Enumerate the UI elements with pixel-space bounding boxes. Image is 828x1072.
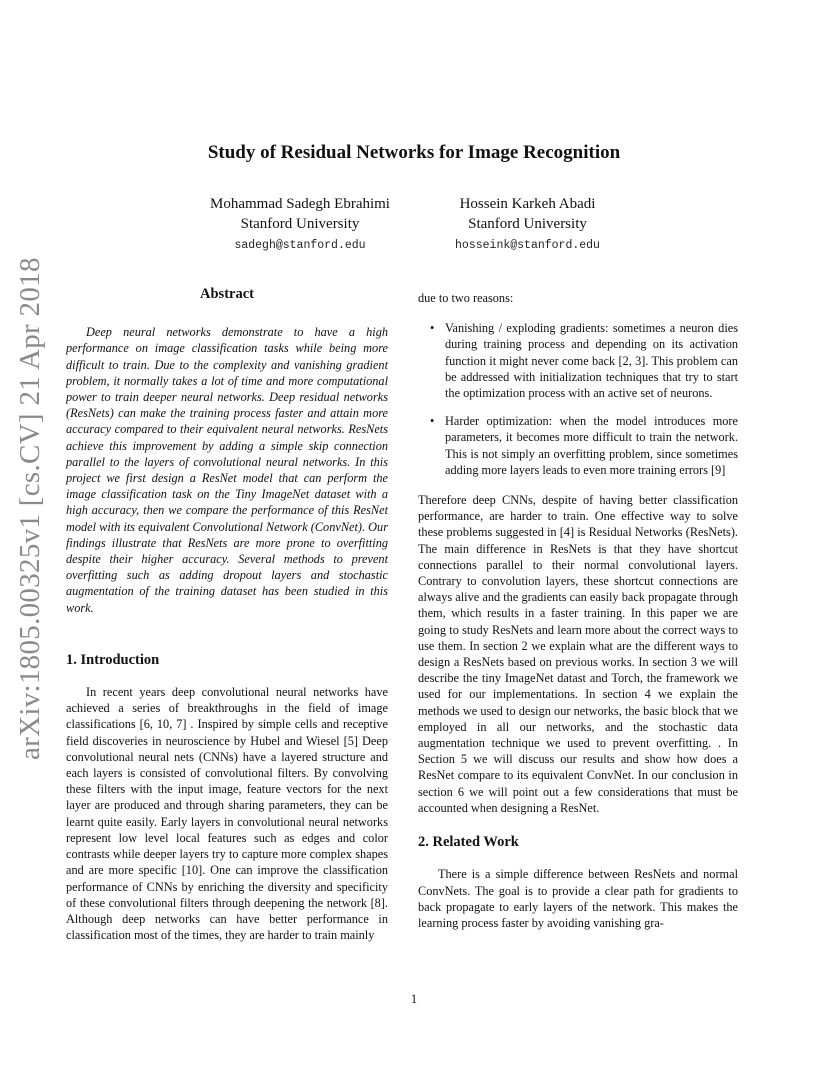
body-paragraph: Therefore deep CNNs, despite of having better classification performance, are harder to train. One effective way to solve these problems suggested in [4] is Residual Networks (ResNets). The main difference in ResNets is that they have shortcut connections parallel to their normal convolutional layers. Contrary to convolution layers, these shortcut connections are always alive and the gradients can easily back propagate through them, which results in a faster training. In this paper we are going to study ResNets and learn more about the correct ways to use them. In section 2 we explain what are the different ways to design a ResNets based on previous works. In section 3 we will describe the tiny ImageNet datast and Torch, the framework we used for our implementations. In section 4 we explain the methods we used to design our networks, the basic block that we employed in all our networks, and the stochastic data augmentation technique we used to prevent overfitting. . In Section 5 we will discuss our results and show how does a ResNet compare to its equivalent ConvNet. In our conclusion in section 6 we will point out a few considerations that must be accounted when designing a ResNet. [418, 493, 738, 815]
reasons-list [418, 320, 738, 478]
author-affiliation: Stanford University [468, 216, 587, 232]
introduction-heading: 1. Introduction [66, 651, 160, 668]
right-column [418, 290, 738, 931]
list-item-text: Vanishing / exploding gradients: sometimes a neuron dies during training process and depending on its activation function it might never come back [2, 3]. This problem can be addressed with initialization techniques that try to start the optimization process with an active set of neurons. [445, 321, 738, 401]
author-name: Hossein Karkeh Abadi [459, 196, 596, 212]
list-item-text: Harder optimization: when the model introduces more parameters, it becomes more difficult to train the network. This is not simply an overfitting problem, since sometimes adding more layers leads to even more training errors [9] [445, 414, 738, 477]
list-item [418, 320, 738, 401]
bullet-icon: • [430, 321, 435, 336]
abstract-heading: Abstract [200, 286, 254, 302]
related-work-heading: 2. Related Work [418, 834, 519, 851]
author-name: Mohammad Sadegh Ebrahimi [210, 196, 390, 212]
author-block-2 [430, 194, 625, 256]
paper-title: Study of Residual Networks for Image Recognition [207, 142, 621, 163]
abstract-text: Deep neural networks demonstrate to have a high performance on image classification tasks while being more difficult to train. Due to the complexity and vanishing gradient problem, it normally takes a lot of time and more computational power to train deeper neural networks. Deep residual networks (ResNets) can make the training process faster and attain more accuracy compared to their equivalent neural networks. ResNets achieve this improvement by adding a simple skip connection parallel to the layers of convolutional neural networks. In this project we first design a ResNet model that can perform the image classification task on the Tiny ImageNet dataset with a high accuracy, then we compare the performance of this ResNet model with its equivalent Convolutional Network (ConvNet). Our findings illustrate that ResNets are more prone to overfitting despite their higher accuracy. Several methods to prevent overfitting such as adding dropout layers and stochastic augmentation of the training dataset has been studied in this work. [66, 325, 388, 615]
related-work-text: There is a simple difference between ResNets and normal ConvNets. The goal is to provide a clear path for gradients to back propagate to early layers of the network. This makes the learning process faster by avoiding vanishing gra- [418, 867, 738, 930]
author-email: hosseink@stanford.edu [455, 239, 600, 252]
author-affiliation: Stanford University [240, 216, 360, 232]
left-column [66, 286, 388, 943]
continued-text: due to two reasons: [418, 291, 514, 305]
bullet-icon: • [430, 414, 435, 429]
arxiv-identifier: arXiv:1805.00325v1 [cs.CV] 21 Apr 2018 [14, 257, 46, 760]
list-item [418, 413, 738, 478]
page-number: 1 [410, 992, 418, 1006]
author-block-1 [200, 194, 400, 256]
introduction-text: In recent years deep convolutional neural networks have achieved a series of breakthroughs in the field of image classifications [6, 10, 7] . Inspired by simple cells and receptive field discoveries in neuroscience by Hubel and Wiesel [5] Deep convolutional neural nets (CNNs) have a layered structure and each layers is consisted of convolutional filters. By convolving these filters with the input image, feature vectors for the next layer are produced and through sharing parameters, they can be learnt quite easily. Early layers in convolutional neural networks represent low level local features such as edges and color contrasts while deeper layers try to capture more complex shapes and are more specific [10]. One can improve the classification performance of CNNs by enriching the diversity and specificity of these convolutional filters through deepening the network [8]. Although deep networks can have better performance in classification most of the times, they are harder to train mainly [66, 685, 388, 943]
author-email: sadegh@stanford.edu [234, 239, 366, 252]
